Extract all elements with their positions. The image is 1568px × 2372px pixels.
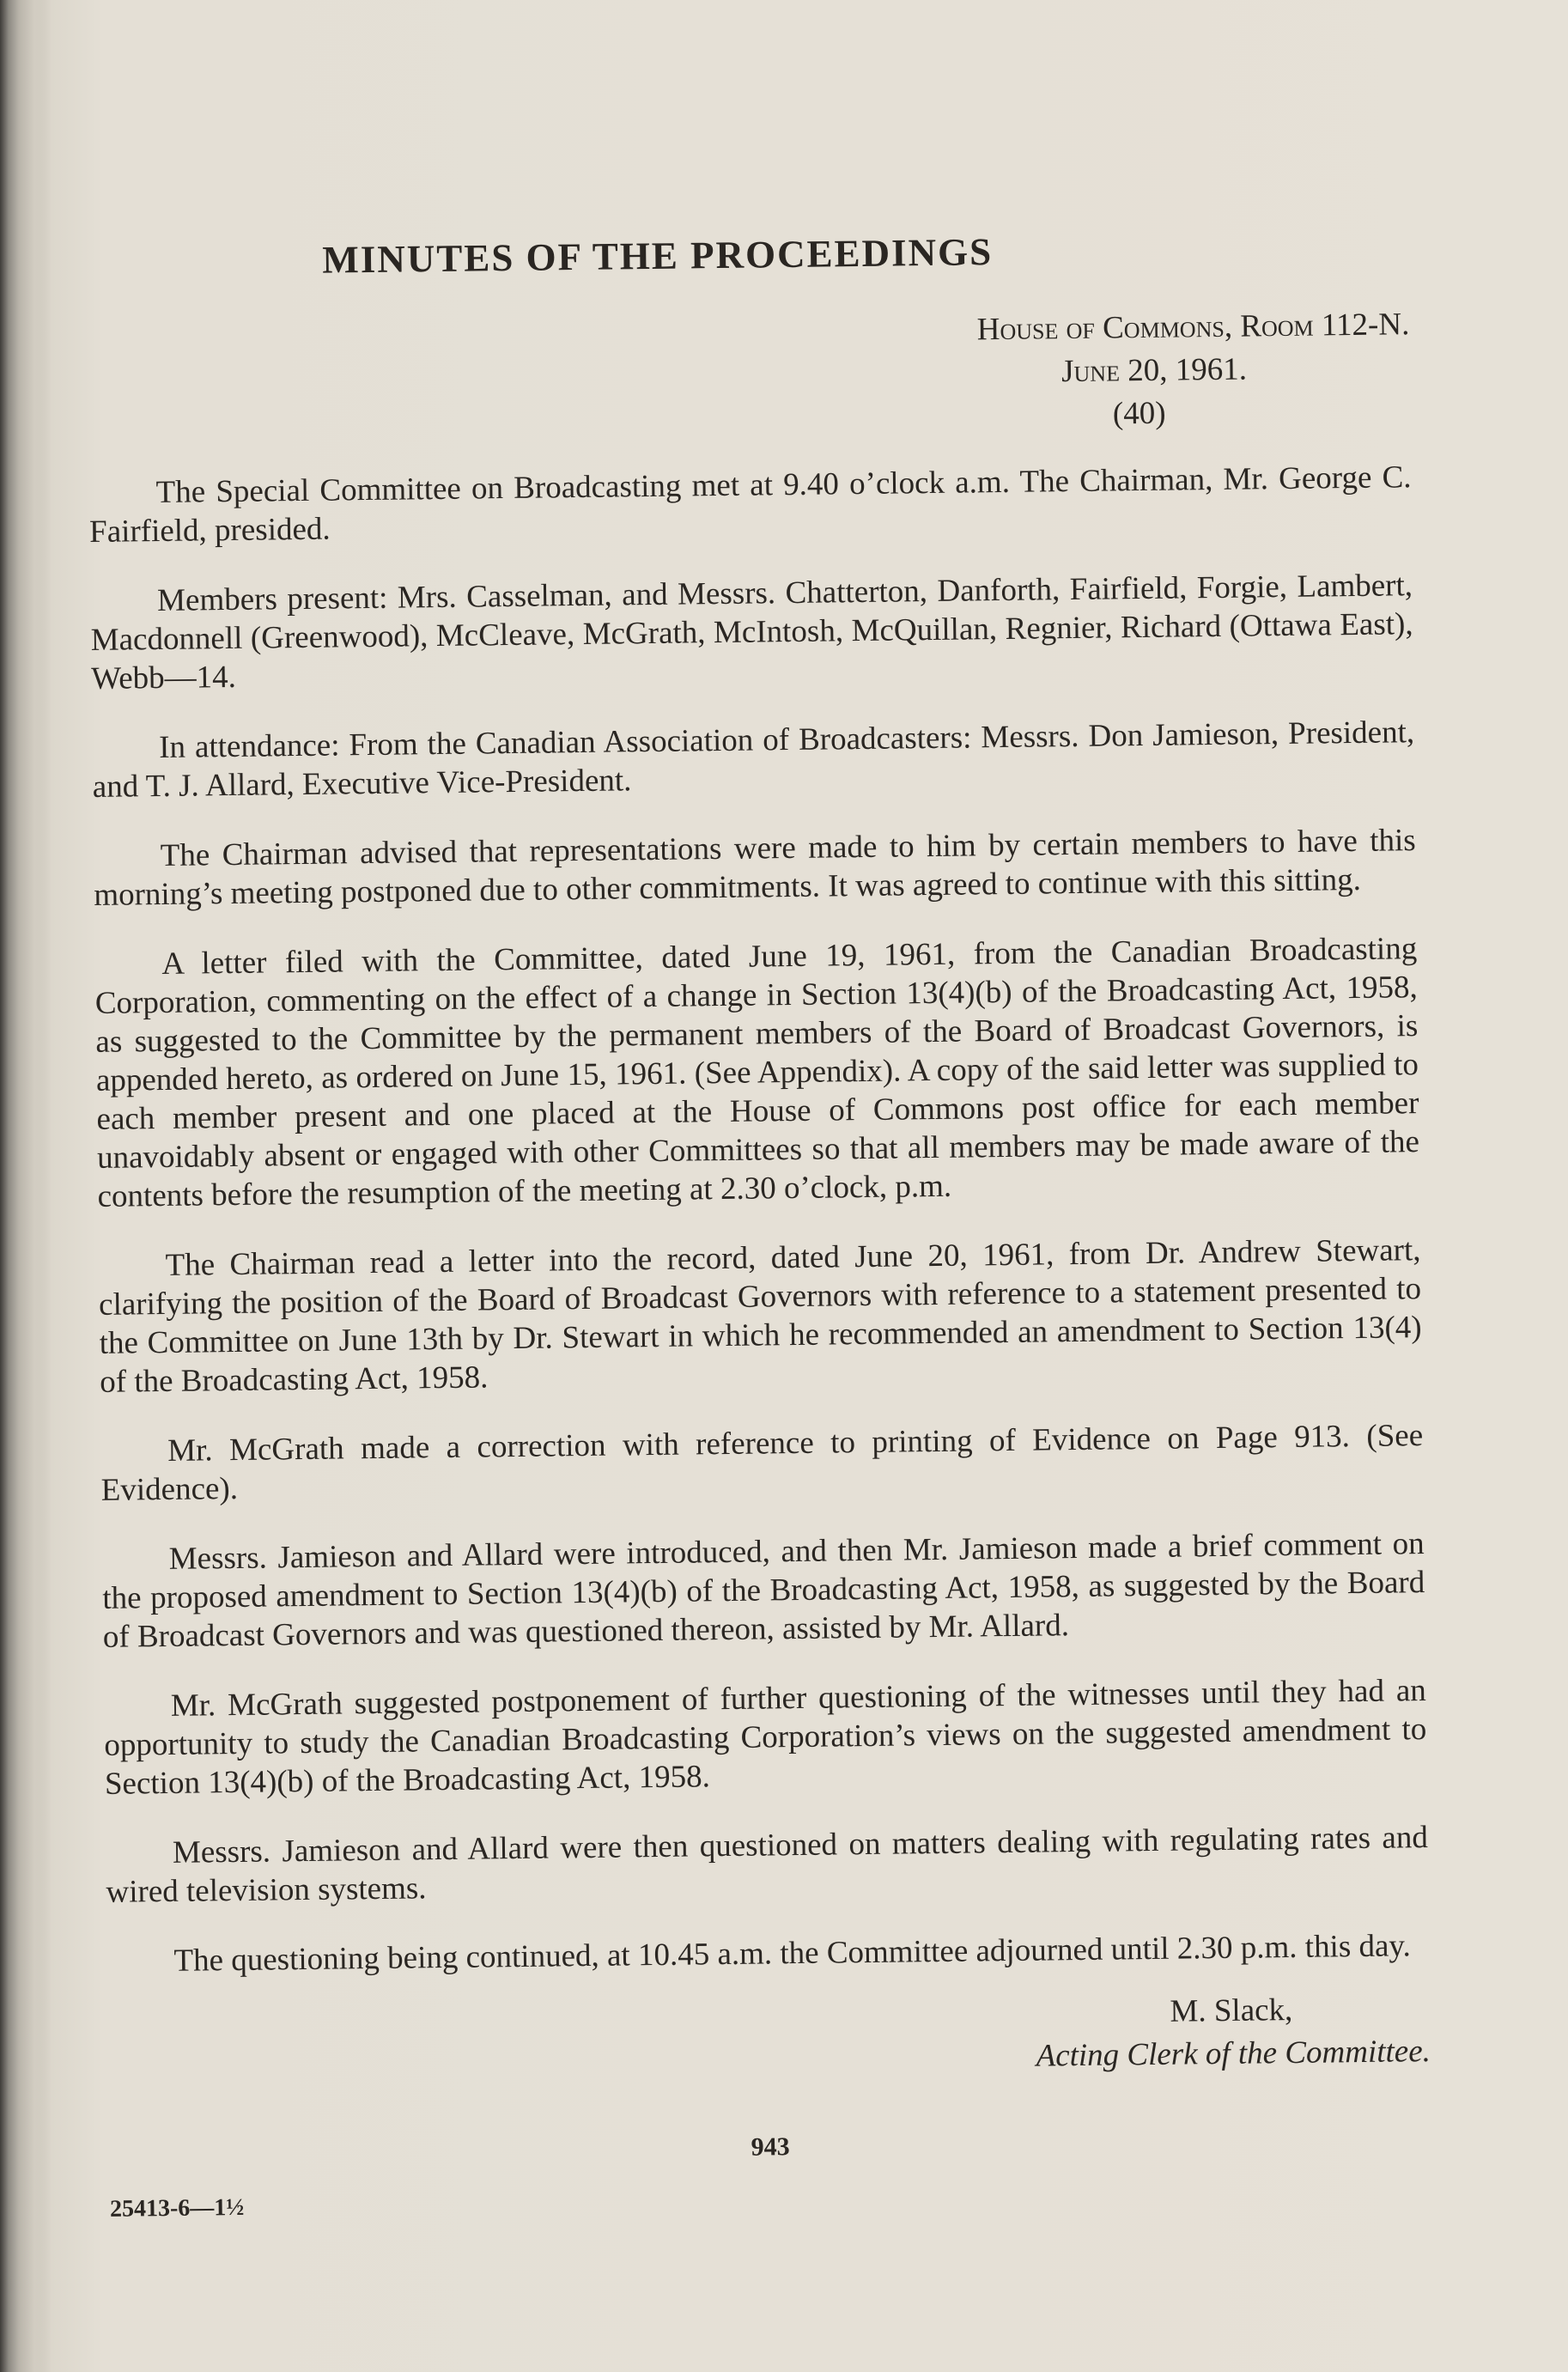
signature-title: Acting Clerk of the Committee. [1036, 2034, 1431, 2074]
page-title: MINUTES OF THE PROCEEDINGS [321, 230, 994, 282]
paragraph: The Chairman read a letter into the record, dated June 20, 1961, from Dr. Andrew Stewart, clarifying the position of the Board of Broadcast Governors with reference to a statement presented to the Committee on June 13th by Dr. Stewart in which he recommended an amendment to Section 13(4) of the Broadcasting Act, 1958. [98, 1232, 1422, 1400]
paragraph: Messrs. Jamieson and Allard were introduced, and then Mr. Jamieson made a brief comment on the proposed amendment to Section 13(4)(b) of the Broadcasting Act, 1958, as suggested by the Board of Broadcast Governors and was questioned thereon, assisted by Mr. Allard. [102, 1526, 1425, 1655]
book-binding-gutter [0, 0, 52, 2372]
paragraph: The Special Committee on Broadcasting met at 9.40 o’clock a.m. The Chairman, Mr. George C. Fairfield, presided. [88, 459, 1412, 550]
meeting-date: June 20, 1961. [1061, 351, 1248, 390]
print-code: 25413-6—1½ [109, 2193, 245, 2223]
paragraph: Mr. McGrath made a correction with reference to printing of Evidence on Page 913. (See Evidence). [100, 1418, 1424, 1508]
paragraph-members-present: Members present: Mrs. Casselman, and Messrs. Chatterton, Danforth, Fairfield, Forgie, Lambert, Macdonnell (Greenwood), McCleave, McGrath, McIntosh, McQuillan, Regnier, Richard (Ottawa East), Webb—14. [90, 568, 1413, 696]
meeting-header [87, 303, 1411, 448]
paragraph-in-attendance: In attendance: From the Canadian Association of Broadcasters: Messrs. Don Jamieson, President, and T. J. Allard, Executive Vice-President. [92, 715, 1415, 805]
signature-block [107, 1987, 1431, 2089]
page-number: 943 [751, 2132, 790, 2162]
meeting-location: House of Commons, Room 112-N. [976, 307, 1410, 348]
minutes-body [88, 458, 1429, 1981]
page-content [86, 224, 1432, 2223]
paragraph: Messrs. Jamieson and Allard were then questioned on matters dealing with regulating rates and wired television systems. [106, 1820, 1429, 1910]
paragraph: Mr. McGrath suggested postponement of further questioning of the witnesses until they had an opportunity to study the Canadian Broadcasting Corporation’s views on the suggested amendment to Section 13(4)(b) of the Broadcasting Act, 1958. [104, 1673, 1427, 1802]
paragraph: A letter filed with the Committee, dated June 19, 1961, from the Canadian Broadcasting Corporation, commenting on the effect of a change in Section 13(4)(b) of the Broadcasting Act, 1958, as suggested to the Committee by the permanent members of the Board of Broadcast Governors, is appended hereto, as ordered on June 15, 1961. (See Appendix). A copy of the said letter was supplied to each member present and one placed at the House of Commons post office for each member unavoidably absent or engaged with other Committees so that all members may be made aware of the contents before the resumption of the meeting at 2.30 o’clock, p.m. [94, 931, 1420, 1214]
signature-name: M. Slack, [1170, 1992, 1293, 2029]
meeting-number: (40) [1112, 395, 1166, 432]
paragraph: The questioning being continued, at 10.45 a.m. the Committee adjourned until 2.30 p.m. this day. [173, 1928, 1412, 1979]
paragraph: The Chairman advised that representations were made to him by certain members to have this morning’s meeting postponed due to other commitments. It was agreed to continue with this sitting. [94, 823, 1416, 913]
